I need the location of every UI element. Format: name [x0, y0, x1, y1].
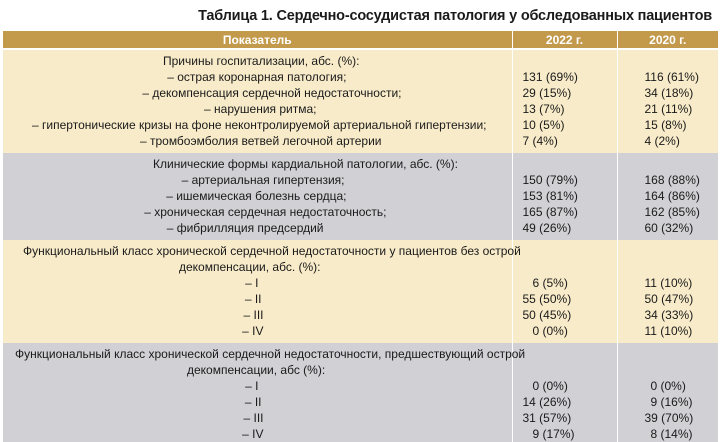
section-header-row [3, 259, 718, 275]
column-header-2020: 2020 г. [617, 31, 718, 48]
row-label: – III [3, 307, 512, 323]
value-2020: 4 (2%) [617, 133, 718, 153]
table-row [3, 117, 718, 133]
table-row [3, 378, 718, 394]
table-row [3, 291, 718, 307]
table-row [3, 85, 718, 101]
table-row [3, 172, 718, 188]
table-row [3, 323, 718, 343]
section-header-row [3, 362, 718, 378]
table-row [3, 426, 718, 442]
value-2022: 10 (5%) [512, 117, 617, 133]
value-2022: 31 (57%) [512, 410, 617, 426]
value-2022: 49 (26%) [512, 220, 617, 240]
value-2020: 8 (14%) [617, 426, 718, 442]
section-header: Функциональный класс хронической сердечной недостаточности у пациентов без острой [3, 240, 512, 259]
row-label: – IV [3, 426, 512, 442]
row-label: – I [3, 378, 512, 394]
table-row [3, 204, 718, 220]
row-label: – гипертонические кризы на фоне неконтролируемой артериальной гипертензии; [3, 117, 512, 133]
value-2020: 34 (33%) [617, 307, 718, 323]
table-row [3, 307, 718, 323]
row-label: – III [3, 410, 512, 426]
data-table [3, 31, 718, 442]
value-2022: 6 (5%) [512, 275, 617, 291]
row-label: – IV [3, 323, 512, 343]
value-2022: 9 (17%) [512, 426, 617, 442]
table-row [3, 69, 718, 85]
value-2020: 116 (61%) [617, 69, 718, 85]
column-header-2022: 2022 г. [512, 31, 617, 48]
row-label: – острая коронарная патология; [3, 69, 512, 85]
value-2020: 9 (16%) [617, 394, 718, 410]
value-2020: 39 (70%) [617, 410, 718, 426]
value-2022: 150 (79%) [512, 172, 617, 188]
row-label: – II [3, 291, 512, 307]
value-2022: 0 (0%) [512, 323, 617, 343]
section-header: Причины госпитализации, абс. (%): [3, 50, 512, 69]
value-2022: 0 (0%) [512, 378, 617, 394]
value-2020: 0 (0%) [617, 378, 718, 394]
section-header-continued: декомпенсации, абс. (%): [3, 259, 512, 275]
value-2022: 131 (69%) [512, 69, 617, 85]
table-row [3, 410, 718, 426]
row-label: – нарушения ритма; [3, 101, 512, 117]
value-2022: 165 (87%) [512, 204, 617, 220]
value-2020: 21 (11%) [617, 101, 718, 117]
value-2020: 164 (86%) [617, 188, 718, 204]
section-header-row [3, 50, 718, 69]
value-2022: 153 (81%) [512, 188, 617, 204]
section-header-row [3, 343, 718, 362]
value-2022: 7 (4%) [512, 133, 617, 153]
section-header-row [3, 240, 718, 259]
header-row [3, 31, 718, 48]
section-header-continued: декомпенсации, абс (%): [3, 362, 512, 378]
section-header-row [3, 153, 718, 172]
row-label: – артериальная гипертензия; [3, 172, 512, 188]
table-row [3, 188, 718, 204]
table-row [3, 101, 718, 117]
value-2020: 50 (47%) [617, 291, 718, 307]
section-header: Клинические формы кардиальной патологии, абс. (%): [3, 153, 512, 172]
table-row [3, 394, 718, 410]
row-label: – ишемическая болезнь сердца; [3, 188, 512, 204]
row-label: – фибрилляция предсердий [3, 220, 512, 240]
table-title: Таблица 1. Сердечно-сосудистая патология у обследованных пациентов [198, 8, 712, 24]
value-2022: 13 (7%) [512, 101, 617, 117]
table-row [3, 133, 718, 153]
row-label: – I [3, 275, 512, 291]
column-header-indicator: Показатель [3, 31, 512, 48]
value-2020: 168 (88%) [617, 172, 718, 188]
value-2022: 55 (50%) [512, 291, 617, 307]
value-2020: 60 (32%) [617, 220, 718, 240]
row-label: – декомпенсация сердечной недостаточности; [3, 85, 512, 101]
table-row [3, 275, 718, 291]
value-2022: 29 (15%) [512, 85, 617, 101]
row-label: – II [3, 394, 512, 410]
value-2022: 14 (26%) [512, 394, 617, 410]
row-label: – тромбоэмболия ветвей легочной артерии [3, 133, 512, 153]
value-2020: 162 (85%) [617, 204, 718, 220]
value-2020: 11 (10%) [617, 275, 718, 291]
section-header: Функциональный класс хронической сердечной недостаточности, предшествующий острой [3, 343, 512, 362]
table-row [3, 220, 718, 240]
value-2020: 34 (18%) [617, 85, 718, 101]
value-2020: 11 (10%) [617, 323, 718, 343]
row-label: – хроническая сердечная недостаточность; [3, 204, 512, 220]
value-2022: 50 (45%) [512, 307, 617, 323]
value-2020: 15 (8%) [617, 117, 718, 133]
